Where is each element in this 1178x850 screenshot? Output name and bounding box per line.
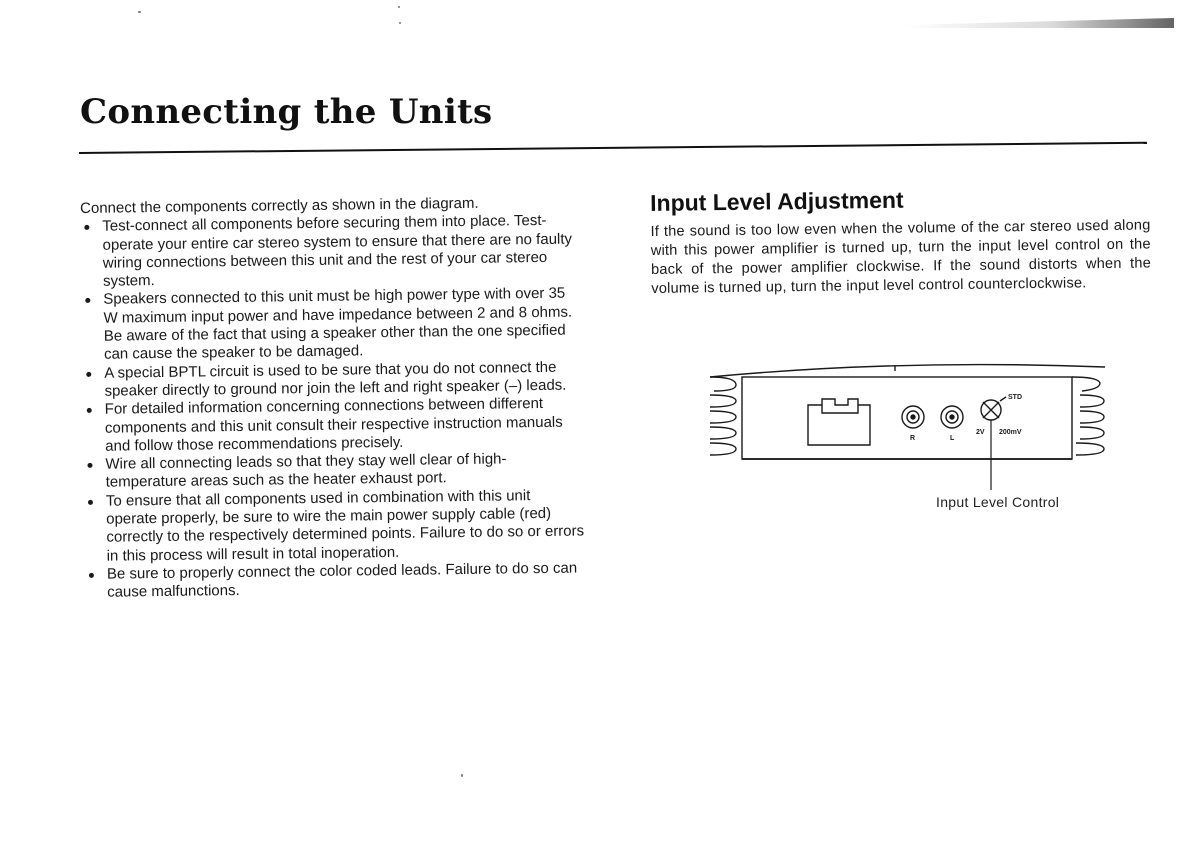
bullet-icon bbox=[87, 408, 92, 413]
amplifier-panel-diagram bbox=[700, 355, 1120, 490]
page-title: Connecting the Units bbox=[80, 92, 493, 132]
jack-label-l: L bbox=[950, 435, 955, 442]
rca-jack-l-icon bbox=[941, 406, 963, 428]
list-item bbox=[84, 486, 585, 566]
diagram-caption: Input Level Control bbox=[936, 494, 1060, 510]
bullet-icon bbox=[89, 573, 94, 578]
connection-instructions bbox=[80, 193, 585, 602]
amplifier-top-edge bbox=[710, 365, 1105, 377]
list-item-text: Wire all connecting leads so that they stay well clear of high-temperature areas such as the heater exhaust port. bbox=[105, 450, 507, 492]
section-body: If the sound is too low even when the volume of the car stereo used along with this power amplifier is turned up, turn the input level control on the back of the power amplifier clockwise. If the sound distorts when the volume is turned up, turn the input level control counterclockwise. bbox=[650, 217, 1152, 297]
input-level-section bbox=[650, 183, 1151, 299]
rca-jack-r-icon bbox=[902, 406, 924, 428]
list-item-text: Speakers connected to this unit must be high power type with over 35 W maximum input power and have impedance between 2 and 8 ohms. Be aware of the fact that using a speaker other than the one specified can cause the speaker to be damaged. bbox=[103, 285, 573, 364]
bullet-icon bbox=[88, 500, 93, 505]
list-item-text: Be sure to properly connect the color coded leads. Failure to do so can cause malfunctions. bbox=[106, 559, 578, 601]
left-heatsink-icon bbox=[710, 377, 736, 455]
scan-edge-shadow bbox=[904, 18, 1174, 28]
power-connector-icon bbox=[808, 399, 870, 445]
intro-text: Connect the components correctly as shown in the diagram. bbox=[80, 194, 479, 217]
jack-label-r: R bbox=[910, 435, 916, 442]
list-item-text: To ensure that all components used in combination with this unit operate properly, be sure to wire the main power supply cable (red) correctly to the respectively determined points. Failure to do so or errors in this process will result in total inoperation. bbox=[105, 486, 585, 565]
knob-label-std: STD bbox=[1008, 394, 1022, 401]
list-item-text: For detailed information concerning connections between different components and this unit consult their respective instruction manuals and follow those recommendations precisely. bbox=[104, 395, 563, 455]
scan-speck bbox=[138, 11, 141, 13]
input-level-knob-icon bbox=[981, 397, 1006, 420]
bullet-icon bbox=[84, 225, 89, 230]
list-item bbox=[85, 559, 585, 602]
list-item-text: Test-connect all components before securing them into place. Test-operate your entire car stereo system to ensure that there are no faulty wiring connections between this unit and the rest of your car stereo system. bbox=[102, 212, 573, 290]
section-heading: Input Level Adjustment bbox=[650, 186, 904, 216]
list-item bbox=[80, 212, 581, 292]
list-item bbox=[81, 285, 582, 365]
bullet-list bbox=[80, 212, 585, 603]
title-rule bbox=[79, 142, 1147, 154]
scan-speck bbox=[399, 22, 401, 24]
bullet-icon bbox=[87, 463, 92, 468]
knob-label-2v: 2V bbox=[976, 429, 985, 436]
list-item-text: A special BPTL circuit is used to be sure that you do not connect the speaker directly to ground nor join the left and right speaker (–) leads. bbox=[104, 358, 567, 400]
right-heatsink-icon bbox=[1072, 377, 1104, 455]
bullet-icon bbox=[86, 372, 91, 377]
list-item bbox=[83, 395, 584, 456]
bullet-icon bbox=[85, 298, 90, 303]
scan-speck bbox=[398, 6, 400, 8]
knob-label-200mv: 200mV bbox=[999, 429, 1022, 436]
scan-speck bbox=[461, 774, 463, 777]
